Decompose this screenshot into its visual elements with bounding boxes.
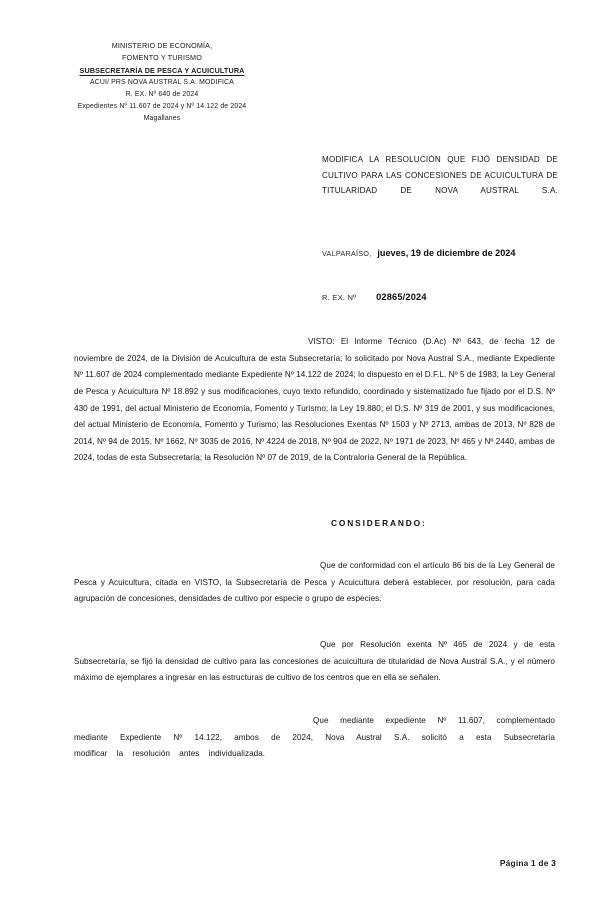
considerando-item-1: [74, 558, 555, 608]
place-and-date: [322, 243, 572, 261]
considerando-paragraph-2: Que por Resolución exenta Nº 465 de 2024 y de esta Subsecretaría, se fijó la densidad de cultivo para las concesiones de acuicultura de titularidad de Nova Austral S.A., y el número máximo de ejemplares a ingresar en las estructuras de cultivo de los centros que en ella se señalen.: [74, 640, 555, 683]
considerando-item-2: [74, 637, 555, 687]
letterhead-subsecretary: SUBSECRETARÍA DE PESCA Y ACUICULTURA: [79, 65, 245, 75]
letterhead-ministry-line1: MINISTERIO DE ECONOMÍA,: [111, 41, 213, 50]
letterhead-expedientes: Expedientes Nº 11.607 de 2024 y Nº 14.122 de 2024: [77, 102, 247, 110]
resolution-number: 02865/2024: [376, 292, 427, 302]
visto-paragraph: VISTO: El Informe Técnico (D.Ac) Nº 643, de fecha 12 de noviembre de 2024, de la División de Acuicultura de esta Subsecretaría; lo solicitado por Nova Austral S.A., mediante Expediente Nº 11.607 de 2024 complementado mediante Expediente Nº 14.122 de 2024; lo dispuesto en el D.F.L. Nº 5 de 1983; la Ley General de Pesca y Acuicultura Nº 18.892 y sus modificaciones, cuyo texto refundido, coordinado y sistematizado fue fijado por el D.S. Nº 430 de 1991, del actual Ministerio de Economía, Fomento y Turismo; la Ley 19.880; el D.S. Nº 319 de 2001, y sus modificaciones, del actual Ministerio de Economía, Fomento y Turismo; las Resoluciones Exentas Nº 1503 y Nº 2713, ambas de 2013, Nº 828 de 2014, Nº 94 de 2015, Nº 1662, Nº 3035 de 2016, Nº 4224 de 2018, Nº 904 de 2022, Nº 1971 de 2023, Nº 465 y Nº 2440, ambas de 2024, todas de esta Subsecretaría; la Resolución Nº 07 de 2019, de la Contraloría General de la República.: [74, 337, 555, 463]
letterhead-reference-line2: R. EX. Nº 640 de 2024: [125, 91, 199, 98]
visto-section: [74, 334, 555, 467]
considerando-heading: CONSIDERANDO:: [331, 518, 427, 528]
considerando-paragraph-3: Que mediante expediente Nº 11.607, complementado mediante Expediente Nº 14.122, ambos de 2024, Nova Austral S.A. solicitó a esta Subsecretaría modificar la resolución antes individualizada.: [74, 716, 555, 759]
place-label: VALPARAÍSO,: [322, 249, 372, 258]
document-subject-title: MODIFICA LA RESOLUCIÓN QUE FIJÓ DENSIDAD DE CULTIVO PARA LAS CONCESIONES DE ACUICULTURA DE TITULARIDAD DE NOVA AUSTRAL S.A.: [322, 155, 558, 196]
resolution-number-row: [322, 287, 572, 305]
resolution-label: R. EX. Nº: [322, 293, 357, 302]
letterhead-ministry-line2: FOMENTO Y TURISMO: [122, 53, 202, 63]
letterhead-block: [32, 40, 292, 125]
considerando-item-3: [74, 713, 555, 763]
considerando-paragraph-1: Que de conformidad con el artículo 86 bis de la Ley General de Pesca y Acuicultura, citada en VISTO, la Subsecretaría de Pesca y Acuicultura deberá establecer, por resolución, para cada agrupación de concesiones, densidades de cultivo por especie o grupo de especies.: [74, 561, 555, 604]
letterhead-region: Magallanes: [143, 114, 181, 122]
letterhead-reference-line1: ACUI/ PRS NOVA AUSTRAL S.A. MODIFICA: [89, 79, 234, 87]
page-footer: Página 1 de 3: [499, 858, 556, 868]
document-date: jueves, 19 de diciembre de 2024: [377, 248, 516, 258]
